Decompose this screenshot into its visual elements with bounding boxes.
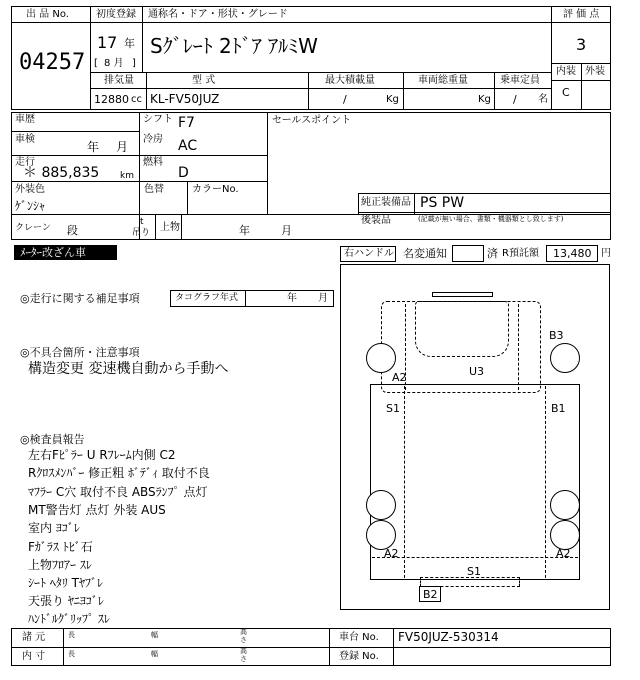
model-label: 通称名・ドア・形状・グレード (148, 9, 288, 20)
upper-month: 月 (281, 224, 292, 237)
rhd: 右ハンドル (344, 248, 394, 259)
inspector-line: ﾏﾌﾗｰ C穴 取付不良 ABSﾗﾝﾌﾟ 点灯 (28, 485, 208, 499)
score-label: 評 価 点 (563, 9, 600, 20)
displacement-unit: cc (131, 94, 142, 105)
mileage: ＊ 885,835 (23, 165, 100, 181)
reg-year: 17 (97, 33, 118, 52)
aftermarket-note: (記載が無い場合、書類・機器類とし致します) (418, 215, 564, 223)
tacho-month: 月 (318, 293, 328, 304)
damage-a2-br: A2 (556, 547, 571, 560)
model-name: Sｸﾞﾚｰﾄ 2ﾄﾞｱ ｱﾙﾐW (150, 34, 318, 58)
sales-point-label: セールスポイント (272, 115, 352, 126)
inspector-line: 室内 ﾖｺﾞﾚ (28, 521, 80, 535)
mirror-bar (432, 292, 493, 297)
lot-no: 04257 (19, 50, 86, 75)
tire-front-left (366, 343, 396, 373)
interior-grade: C (562, 86, 570, 99)
inspector-line: 上物ﾌﾛｱｰ ｽﾚ (28, 558, 92, 572)
equipment-label: 純正装備品 (361, 197, 411, 208)
gross-weight-unit: Kg (478, 94, 491, 105)
length-mark: 長 (68, 631, 75, 639)
capacity: / (513, 93, 517, 106)
interior-label: 内装 (556, 66, 576, 77)
inspector-line: MT警告灯 点灯 外装 AUS (28, 503, 166, 517)
color-label: 外装色 (15, 184, 45, 195)
color-no-label: 色替 (144, 184, 164, 195)
inspector-line: 天張り ﾔﾆﾖｺﾞﾚ (28, 594, 104, 608)
damage-b2: B2 (423, 588, 438, 601)
inspector-label: ◎検査員報告 (20, 433, 85, 446)
ac: AC (178, 138, 198, 154)
tire-rear-right-1 (550, 490, 580, 520)
crane-label: クレーン (15, 223, 51, 233)
reg-month-open: [ (94, 58, 98, 69)
color-code-label: カラーNo. (192, 184, 239, 195)
color: ｹﾞﾝｼｬ (15, 199, 46, 213)
tire-front-right (550, 343, 580, 373)
tire-rear-right-2 (550, 520, 580, 550)
displacement-label: 排気量 (104, 75, 134, 86)
gross-weight-label: 車両総重量 (418, 75, 468, 86)
recycle-label: R預託額 (502, 248, 539, 259)
chassis-no: FV50JUZ-530314 (398, 630, 499, 644)
mileage-unit: km (120, 171, 134, 181)
defect-text: 構造変更 変速機自動から手動へ (28, 361, 229, 377)
tire-rear-left-2 (366, 520, 396, 550)
history-label: 車歴 (15, 114, 35, 125)
cargo-body (370, 384, 580, 580)
inspector-line: Fｶﾞﾗｽ ﾄﾋﾞ石 (28, 540, 93, 554)
mileage-label: 走行 (15, 157, 35, 168)
crane-t: t (140, 217, 144, 227)
width-label: 幅 (151, 631, 158, 639)
shift: F7 (178, 115, 195, 131)
inner-label: 内 寸 (22, 651, 46, 662)
max-load-unit: Kg (386, 94, 399, 105)
crane-stage: 段 (67, 224, 78, 237)
first-reg-label: 初度登録 (96, 9, 136, 20)
name-change: 名変通知 (403, 247, 447, 260)
capacity-unit: 名 (538, 94, 548, 105)
fuel-label: 燃料 (143, 157, 163, 168)
damage-s1-left: S1 (386, 402, 400, 415)
damage-a2-bl: A2 (384, 547, 399, 560)
meter-tamper-text: ﾒｰﾀｰ改ざん車 (20, 246, 86, 259)
inspector-line: ｼｰﾄ ﾍﾀﾘ Tﾔﾌﾞﾚ (28, 576, 103, 590)
length-mark-inner: 長 (68, 650, 75, 658)
recycle-value: 13,480 (553, 247, 592, 260)
reg-no-label: 登録 No. (339, 651, 379, 662)
tacho-year: 年 (287, 293, 297, 304)
driving-label: ◎走行に関する補足事項 (20, 292, 140, 305)
tacho-label: タコグラフ年式 (175, 293, 239, 303)
damage-a2-top: A2 (392, 371, 407, 384)
equipment: PS PW (420, 195, 465, 211)
cab-roof (415, 301, 509, 357)
reg-month: 8 月 (104, 58, 124, 69)
defect-label: ◎不具合箇所・注意事項 (20, 346, 140, 359)
dims-label: 諸 元 (22, 632, 46, 643)
ac-label: 冷房 (143, 134, 163, 145)
width-label-inner: 幅 (151, 650, 158, 658)
fuel: D (178, 165, 189, 181)
inspection-label: 車検 (15, 134, 35, 145)
shift-label: シフト (143, 114, 173, 125)
inspector-line: 左右Fﾋﾟﾗｰ U Rﾌﾚｰﾑ内側 C2 (28, 448, 176, 462)
model-code-label: 型 式 (192, 75, 216, 86)
inspection-month-unit: 月 (116, 140, 129, 154)
reg-month-close: ] (132, 58, 136, 69)
reg-year-unit: 年 (124, 37, 135, 50)
damage-b3: B3 (549, 329, 564, 342)
exterior-label: 外装 (585, 66, 605, 77)
inspector-line: ﾊﾝﾄﾞﾙｸﾞﾘｯﾌﾟ ｽﾚ (28, 612, 110, 626)
recycle-mark: 済 (487, 247, 498, 260)
crane-hook: 吊り (132, 228, 151, 238)
capacity-label: 乗車定員 (500, 75, 540, 86)
inspector-line: Rｸﾛｽﾒﾝﾊﾞｰ 修正粗 ﾎﾞﾃﾞｨ 取付不良 (28, 466, 210, 480)
max-load-label: 最大積載量 (325, 75, 375, 86)
upper-year: 年 (239, 224, 250, 237)
height-label: 高さ (240, 628, 247, 644)
damage-b1: B1 (551, 402, 566, 415)
model-code: KL-FV50JUZ (150, 92, 220, 106)
upper-label: 上物 (160, 222, 180, 233)
tire-rear-left-1 (366, 490, 396, 520)
max-load: / (343, 93, 347, 106)
damage-u3: U3 (469, 365, 485, 378)
name-change-box (452, 245, 484, 262)
yen: 円 (601, 248, 611, 259)
damage-s1-bottom: S1 (467, 565, 481, 578)
inspection-year-unit: 年 (87, 140, 100, 154)
chassis-label: 車台 No. (339, 632, 379, 643)
height-label-inner: 高さ (240, 647, 247, 663)
lot-no-label: 出 品 No. (26, 9, 69, 20)
aftermarket-label: 後装品 (361, 215, 391, 226)
displacement: 12880 (94, 93, 129, 106)
score: 3 (576, 35, 587, 54)
